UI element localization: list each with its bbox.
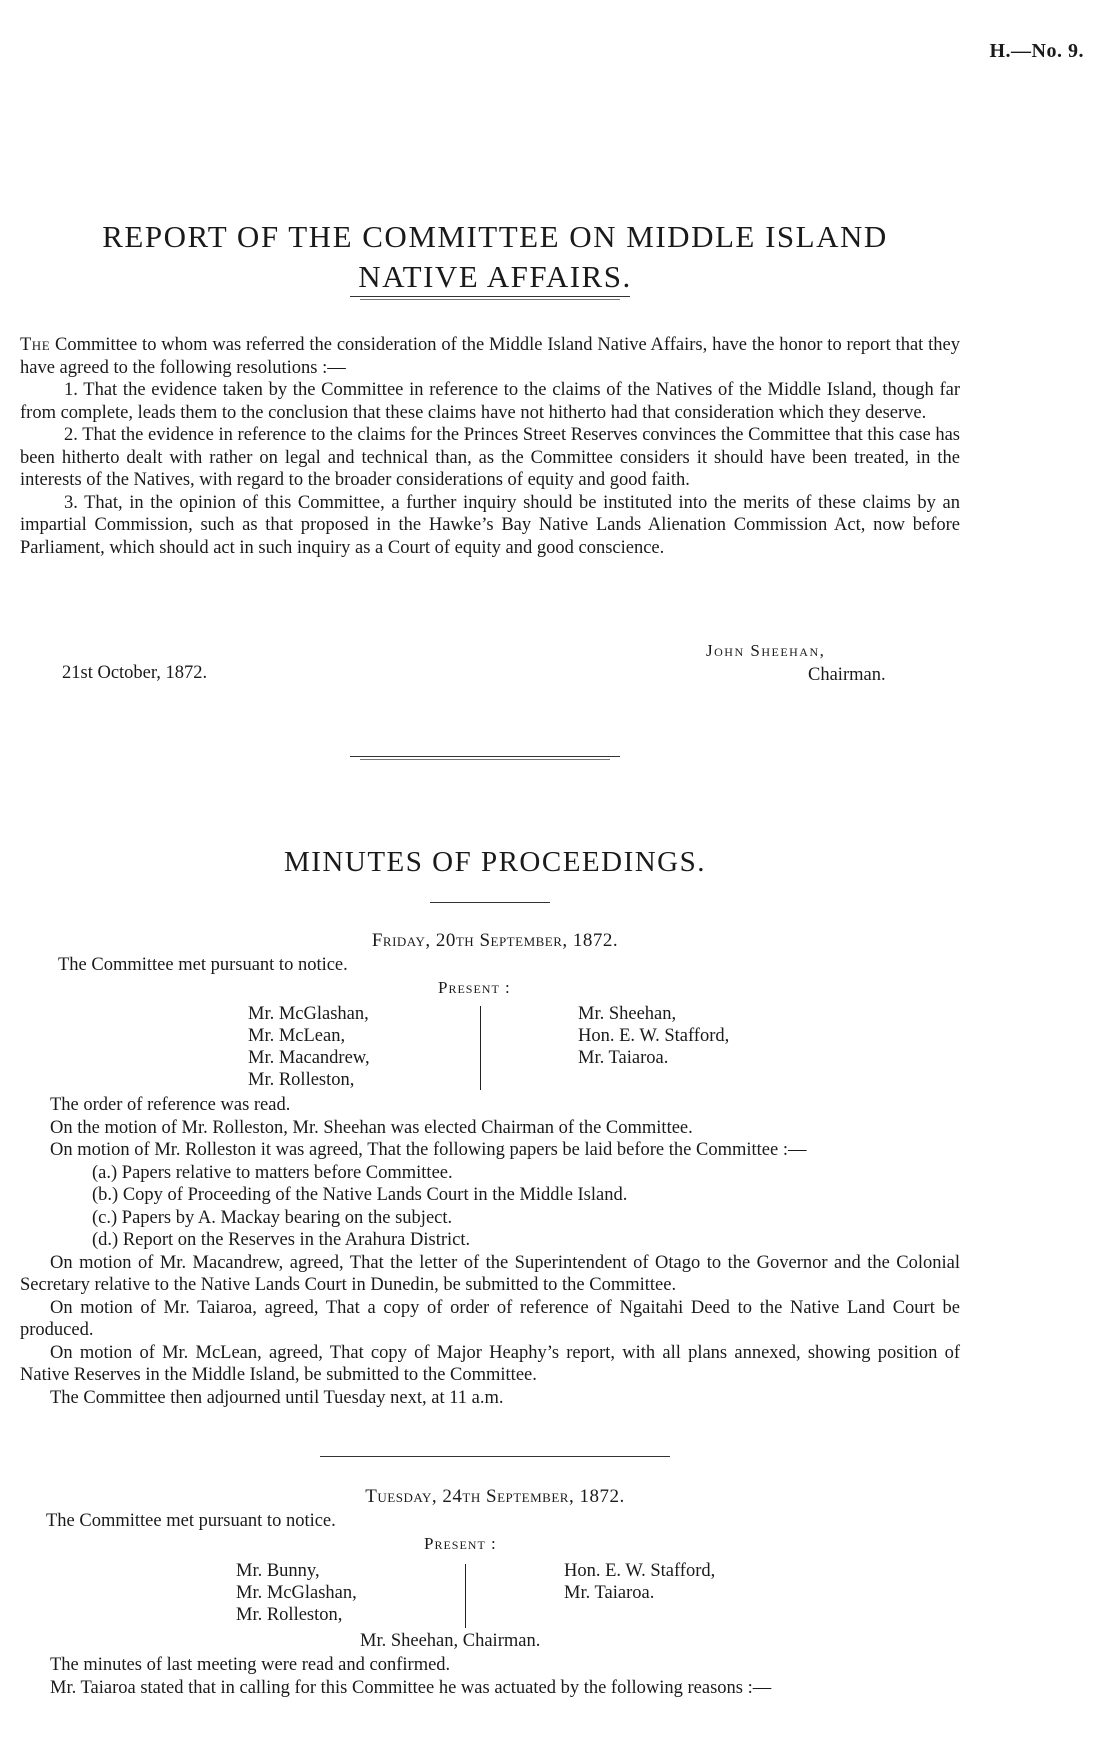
resolution-2: 2. That the evidence in reference to the claims for the Princes Street Reserves convinces the Committee that this case has been hitherto dealt with rather on legal and technical than, as the Committee considers it should have been treated, in the interests of the Natives, with regard to the broader considerations of equity and good faith. [20, 425, 960, 490]
meeting-1-met: The Committee met pursuant to notice. [58, 955, 348, 975]
member: Mr. Bunny, [236, 1561, 320, 1581]
member: Mr. McGlashan, [248, 1004, 369, 1024]
paper-item: (b.) Copy of Proceeding of the Native Lands Court in the Middle Island. [92, 1185, 628, 1205]
member: Mr. Taiaroa. [564, 1583, 655, 1603]
meeting-2-chairman: Mr. Sheehan, Chairman. [360, 1631, 541, 1651]
paper-item: (c.) Papers by A. Mackay bearing on the subject. [92, 1207, 453, 1228]
meeting-2-present-left [236, 1560, 357, 1626]
minute-paragraph: The Committee then adjourned until Tuesday next, at 11 a.m. [50, 1387, 504, 1408]
report-intro: The Committee to whom was referred the consideration of the Middle Island Native Affairs, have the honor to report that they have agreed to the following resolutions :— [20, 335, 960, 378]
present-divider [480, 1006, 481, 1090]
present-divider [465, 1564, 466, 1628]
meeting-2-present-label: Present : [424, 1534, 497, 1553]
page-identifier: H.—No. 9. [989, 40, 1084, 62]
meeting-2-heading: Tuesday, 24th September, 1872. [365, 1486, 625, 1507]
signatory-name: John Sheehan, [706, 641, 826, 660]
signatory-title: Chairman. [808, 665, 886, 685]
resolution-1: 1. That the evidence taken by the Committee in reference to the claims of the Natives of the Middle Island, though far from complete, leads them to the conclusion that these claims have not hitherto had that consideration which they deserve. [20, 380, 960, 423]
member: Hon. E. W. Stafford, [578, 1026, 730, 1046]
report-title: REPORT OF THE COMMITTEE ON MIDDLE ISLAND NATIVE AFFAIRS. [102, 218, 888, 294]
member: Mr. Rolleston, [248, 1070, 355, 1090]
minute-paragraph: On motion of Mr. Macandrew, agreed, That the letter of the Superintendent of Otago to the Governor and the Colonial Secretary relative to the Native Lands Court in Dunedin, be submitted to the Committee. [20, 1252, 960, 1295]
meeting-2-present-right [564, 1560, 715, 1604]
minute-paragraph: The order of reference was read. [50, 1095, 291, 1115]
meeting-1-heading: Friday, 20th September, 1872. [371, 930, 619, 951]
paper-item: (d.) Report on the Reserves in the Arahura District. [92, 1230, 471, 1250]
member: Mr. Rolleston, [236, 1605, 343, 1625]
minute-paragraph: On the motion of Mr. Rolleston, Mr. Sheehan was elected Chairman of the Committee. [50, 1117, 693, 1138]
paper-item: (a.) Papers relative to matters before Committee. [92, 1162, 453, 1183]
minute-paragraph: The minutes of last meeting were read and confirmed. [50, 1655, 451, 1675]
meeting-1-present-left [248, 1003, 370, 1091]
minutes-title: MINUTES OF PROCEEDINGS. [283, 846, 706, 878]
meeting-2-met: The Committee met pursuant to notice. [46, 1511, 336, 1531]
meeting-2-body [20, 1654, 960, 1699]
minute-paragraph: Mr. Taiaroa stated that in calling for this Committee he was actuated by the following reasons :— [50, 1677, 772, 1698]
minute-paragraph: On motion of Mr. Taiaroa, agreed, That a copy of order of reference of Ngaitahi Deed to the Native Land Court be produced. [20, 1297, 960, 1340]
member: Mr. Sheehan, [578, 1004, 677, 1024]
resolution-3: 3. That, in the opinion of this Committee, a further inquiry should be instituted into the merits of these claims by an impartial Commission, such as that proposed in the Hawke’s Bay Native Lands Alienation Commission Act, now before Parliament, which should act in such inquiry as a Court of equity and good conscience. [20, 492, 960, 558]
section-divider [350, 756, 620, 757]
minutes-title-rule [430, 902, 550, 903]
member: Hon. E. W. Stafford, [564, 1561, 716, 1581]
member: Mr. McGlashan, [236, 1583, 357, 1603]
title-divider [350, 296, 630, 297]
member: Mr. Macandrew, [248, 1048, 370, 1068]
meeting-1-body [20, 1094, 960, 1409]
report-date: 21st October, 1872. [62, 663, 208, 683]
member: Mr. McLean, [248, 1026, 346, 1046]
meeting-divider [320, 1456, 670, 1457]
minute-paragraph: On motion of Mr. Rolleston it was agreed, That the following papers be laid before the Committee :— [50, 1140, 807, 1160]
meeting-1-present-label: Present : [438, 978, 511, 997]
meeting-1-present-right [578, 1003, 729, 1069]
minute-paragraph: On motion of Mr. McLean, agreed, That copy of Major Heaphy’s report, with all plans annexed, showing position of Native Reserves in the Middle Island, be submitted to the Committee. [20, 1342, 960, 1385]
report-body [20, 334, 960, 559]
member: Mr. Taiaroa. [578, 1048, 669, 1068]
